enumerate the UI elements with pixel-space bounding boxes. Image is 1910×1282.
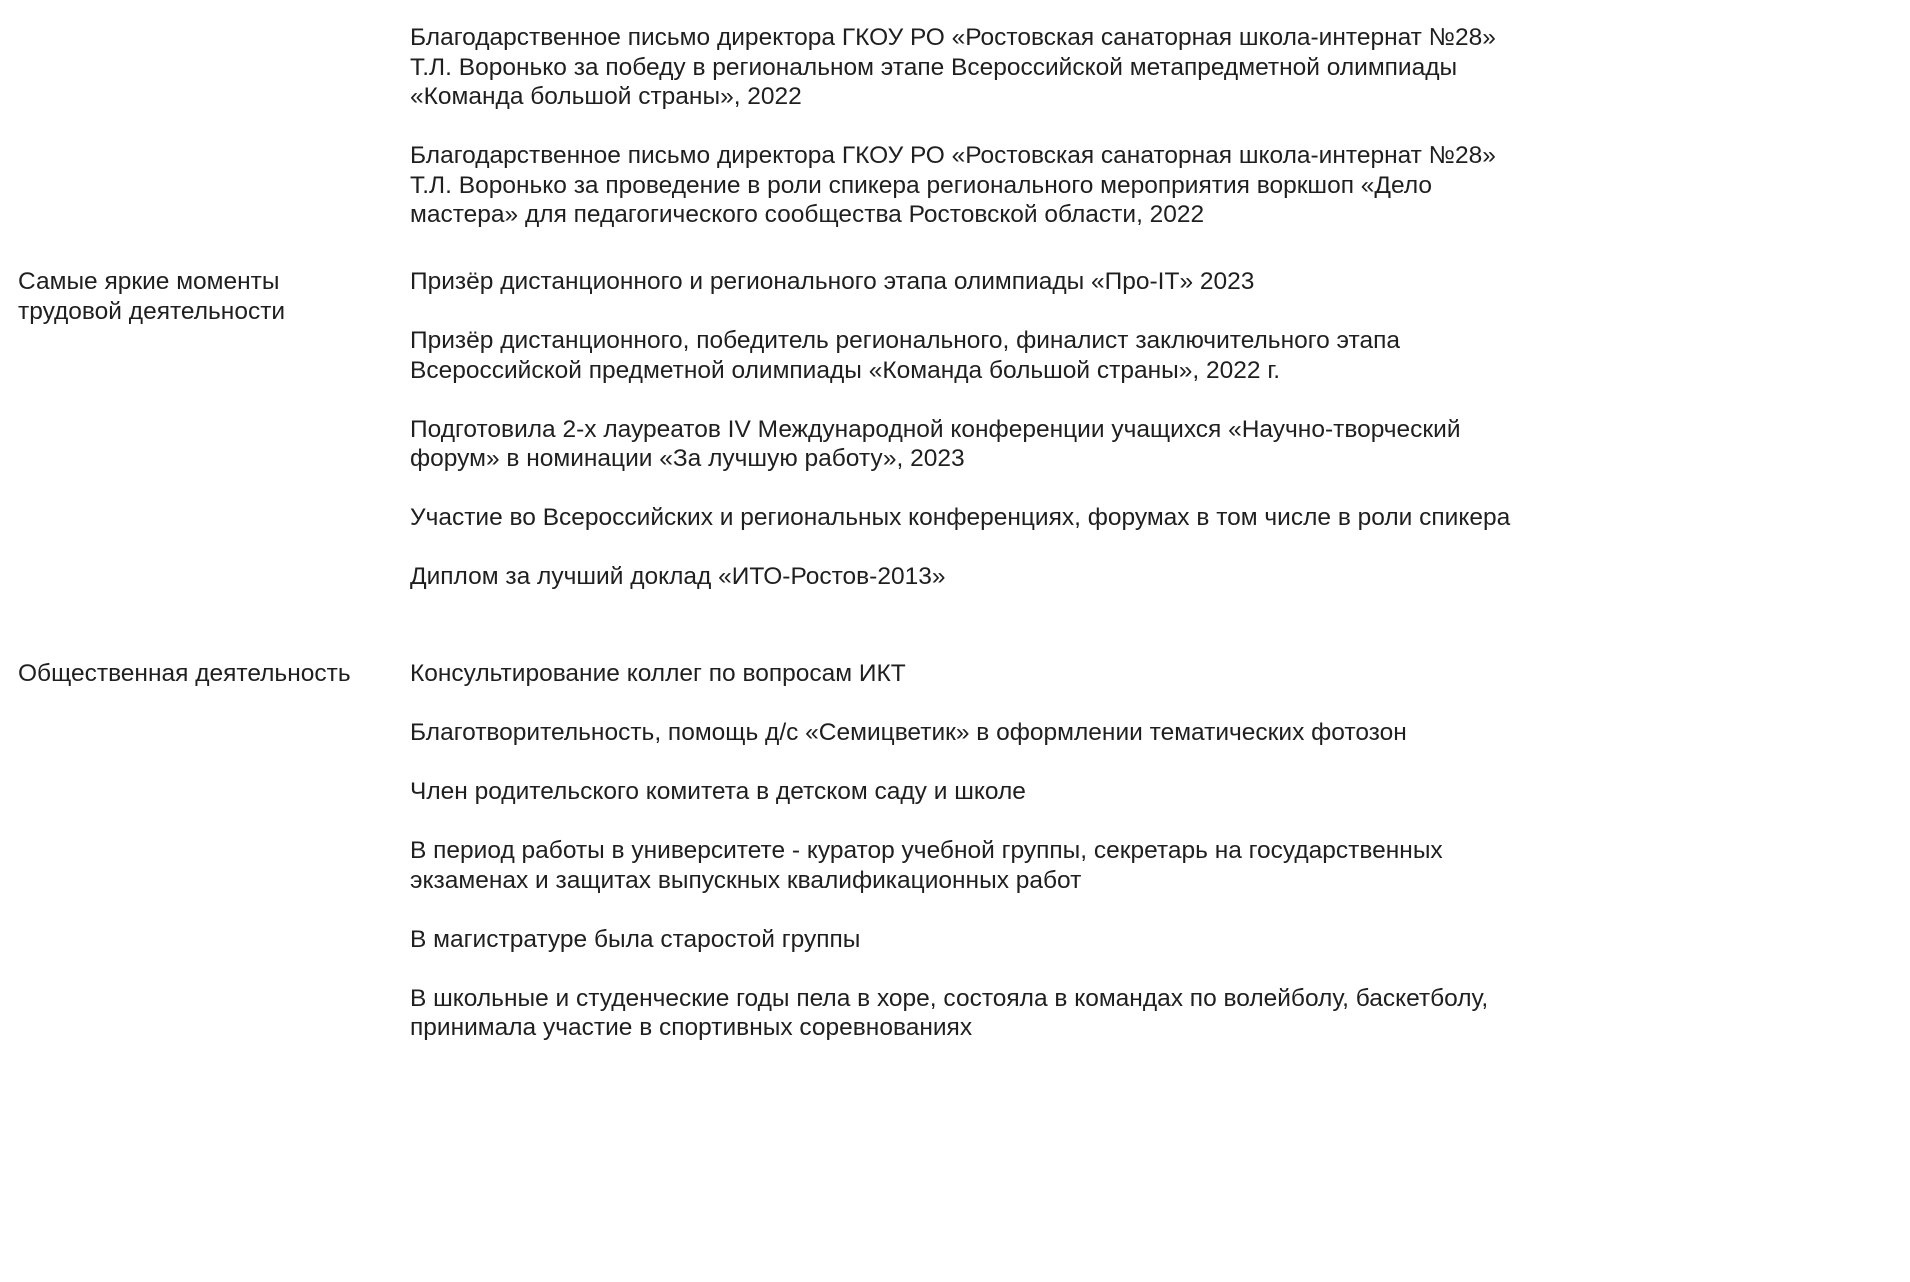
list-item: Призёр дистанционного, победитель регионального, финалист заключительного этапа Всероссийской предметной олимпиады «Команда большой страны», 2022 г.	[410, 327, 1400, 384]
list-item: Благотворительность, помощь д/с «Семицветик» в оформлении тематических фотозон	[410, 719, 1407, 746]
list-item: Благодарственное письмо директора ГКОУ РО «Ростовская санаторная школа-интернат №28» Т.Л. Воронько за победу в региональном этапе Всероссийской метапредметной олимпиады «Команда большой страны», 2022	[410, 24, 1496, 110]
list-item: Консультирование коллег по вопросам ИКТ	[410, 660, 906, 687]
section-content	[410, 659, 1535, 1043]
section-label: Самые яркие моменты трудовой деятельности	[18, 268, 286, 325]
section-content	[410, 23, 1535, 230]
section-label: Общественная деятельность	[18, 660, 351, 687]
list-item: Благодарственное письмо директора ГКОУ РО «Ростовская санаторная школа-интернат №28» Т.Л. Воронько за проведение в роли спикера регионального мероприятия воркшоп «Дело мастера» для педагогического сообщества Ростовской области, 2022	[410, 142, 1496, 228]
list-item: Диплом за лучший доклад «ИТО-Ростов-2013»	[410, 563, 946, 590]
list-item: В магистратуре была старостой группы	[410, 925, 861, 953]
list-item: Участие во Всероссийских и региональных конференциях, форумах в том числе в роли спикера	[410, 504, 1511, 531]
list-item: Призёр дистанционного и регионального этапа олимпиады «Про-IT» 2023	[410, 268, 1255, 295]
section-content	[410, 267, 1535, 592]
list-item: Член родительского комитета в детском саду и школе	[410, 778, 1026, 805]
list-item: В школьные и студенческие годы пела в хоре, состояла в командах по волейболу, баскетболу, принимала участие в спортивных соревнованиях	[410, 984, 1489, 1041]
list-item: Подготовила 2-х лауреатов IV Международной конференции учащихся «Научно-творческий форум» в номинации «За лучшую работу», 2023	[410, 415, 1461, 472]
list-item: В период работы в университете - куратор учебной группы, секретарь на государственных экзаменах и защитах выпускных квалификационных работ	[410, 837, 1443, 894]
